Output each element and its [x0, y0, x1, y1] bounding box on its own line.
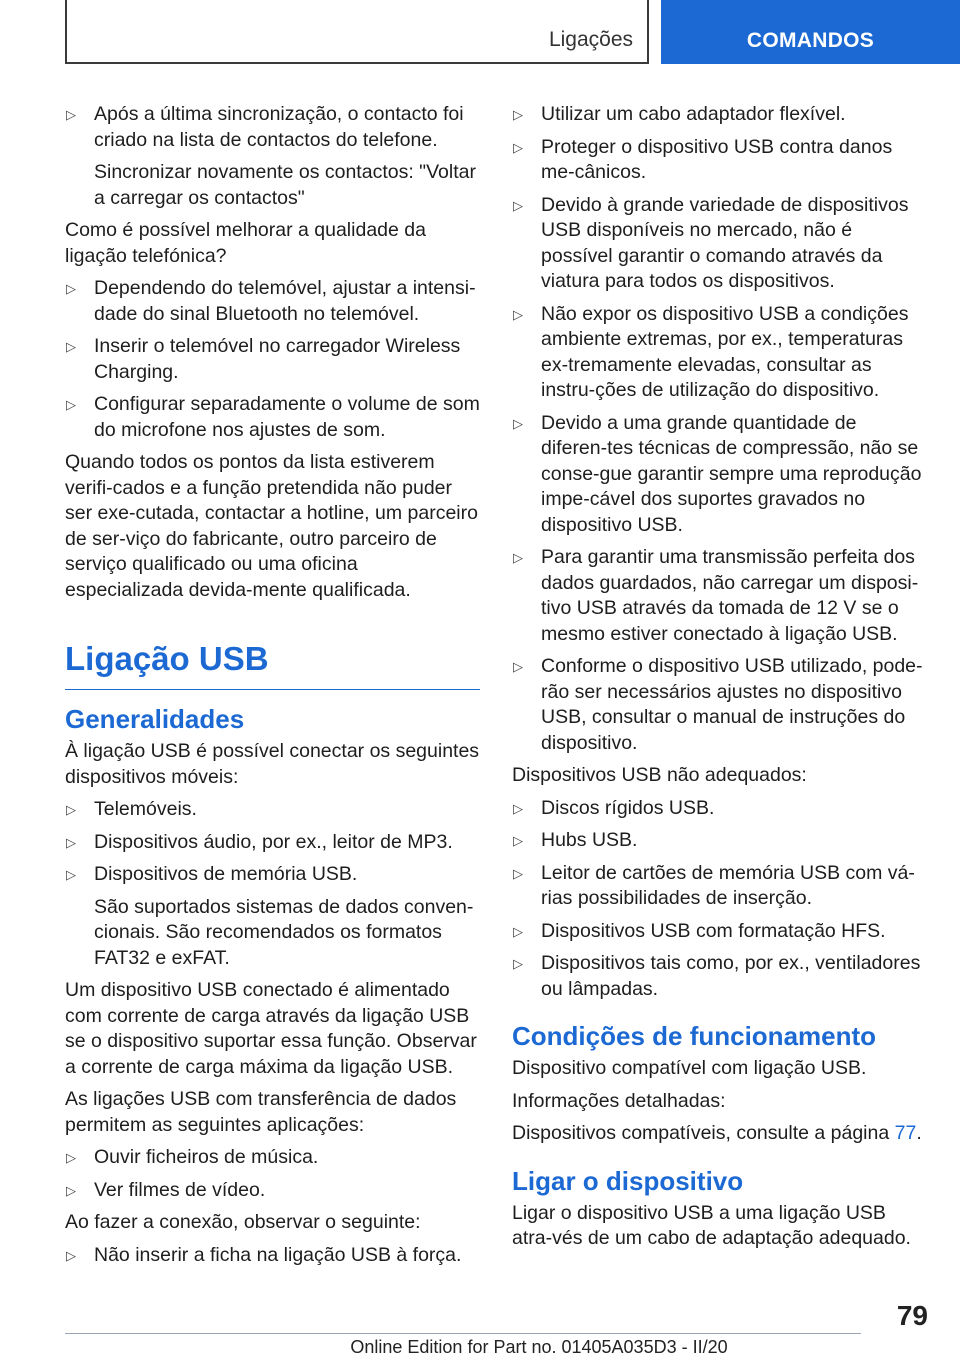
- page-number: 79: [896, 1300, 928, 1331]
- paragraph: Como é possível melhorar a qualidade da ligação telefónica?: [65, 219, 426, 267]
- bullet-triangle-icon: ▷: [513, 800, 523, 816]
- subsection-heading: Generalidades: [65, 704, 245, 734]
- paragraph-with-link: Dispositivos compatíveis, consulte a página 77.: [512, 1122, 922, 1144]
- paragraph: Quando todos os pontos da lista estiverem verifi-cados e a função pretendida não puder ser exe-cutada, contactar a hotline, um parceiro de ser-viço do fabricante, outro parceiro de serviço qualificado ou uma oficina especializada devida-mente qualificada.: [65, 451, 478, 601]
- bullet-triangle-icon: ▷: [66, 1247, 76, 1263]
- paragraph: Dispositivo compatível com ligação USB.: [512, 1057, 867, 1079]
- footer-divider: [65, 1333, 861, 1334]
- paragraph: Ao fazer a conexão, observar o seguinte:: [65, 1211, 421, 1233]
- chapter-tab[interactable]: COMANDOS: [661, 0, 960, 64]
- list-item: ▷ Dispositivos USB com formatação HFS.: [512, 919, 926, 945]
- list-item: ▷ Conforme o dispositivo USB utilizado, pode-rão ser necessários ajustes no dispositivo USB, consultar o manual de instruções do dispositivo.: [513, 655, 923, 754]
- bullet-triangle-icon: ▷: [66, 834, 76, 850]
- bullet-triangle-icon: ▷: [513, 923, 523, 939]
- list-item: ▷ Para garantir uma transmissão perfeita dos dados guardados, não carregar um disposi-tivo USB através da tomada de 12 V se o mesmo estiver conectado à ligação USB.: [513, 546, 919, 645]
- bullet-triangle-icon: ▷: [66, 107, 76, 122]
- list-item: ▷ Não expor os dispositivo USB a condições ambiente extremas, por ex., temperaturas ex-tremamente elevadas, consultar as instru-ções de utilização do dispositivo.: [513, 302, 909, 401]
- section-heading: Ligação USB: [65, 639, 480, 690]
- bullet-triangle-icon: ▷: [513, 197, 523, 213]
- bullet-triangle-icon: ▷: [513, 833, 523, 848]
- list-item: ▷ Leitor de cartões de memória USB com vá-rias possibilidades de inserção.: [513, 861, 915, 909]
- right-column: [512, 102, 926, 1259]
- paragraph: As ligações USB com transferência de dados permitem as seguintes aplicações:: [65, 1088, 457, 1136]
- list-item-note: São suportados sistemas de dados conven-cionais. São recomendados os formatos FAT32 e exFAT.: [94, 895, 474, 969]
- bullet-triangle-icon: ▷: [66, 397, 76, 412]
- bullet-triangle-icon: ▷: [513, 306, 523, 322]
- bullet-triangle-icon: ▷: [66, 281, 76, 296]
- paragraph: À ligação USB é possível conectar os seguintes dispositivos móveis:: [65, 740, 480, 788]
- bullet-triangle-icon: ▷: [513, 415, 523, 431]
- bullet-triangle-icon: ▷: [513, 139, 523, 155]
- list-item: ▷ Utilizar um cabo adaptador flexível.: [512, 102, 926, 128]
- header-section-title: Ligações: [548, 28, 633, 51]
- left-column: [65, 102, 480, 1275]
- subsection-heading: Ligar o dispositivo: [512, 1165, 744, 1196]
- list-item: ▷ Não inserir a ficha na ligação USB à força.: [65, 1243, 480, 1269]
- footer-edition: Online Edition for Part no. 01405A035D3 - II/20: [350, 1337, 728, 1357]
- list-item: ▷ Inserir o telemóvel no carregador Wireless Charging.: [66, 335, 461, 383]
- bullet-triangle-icon: ▷: [66, 339, 76, 354]
- header-box: [65, 0, 649, 64]
- paragraph: Ligar o dispositivo USB a uma ligação USB atra-vés de um cabo de adaptação adequado.: [512, 1201, 911, 1249]
- bullet-triangle-icon: ▷: [513, 956, 523, 971]
- list-item: ▷ Ouvir ficheiros de música.: [65, 1145, 480, 1171]
- bullet-triangle-icon: ▷: [66, 802, 76, 817]
- bullet-triangle-icon: ▷: [513, 107, 523, 122]
- list-item-note: Sincronizar novamente os contactos: "Voltar a carregar os contactos": [94, 161, 476, 209]
- list-item: ▷ Telemóveis.: [65, 797, 480, 823]
- list-item: ▷ Dispositivos tais como, por ex., ventiladores ou lâmpadas.: [513, 952, 921, 1000]
- subsection-heading: Condições de funcionamento: [512, 1021, 877, 1051]
- bullet-triangle-icon: ▷: [66, 1150, 76, 1165]
- list-item: ▷ Dispositivos de memória USB.: [65, 862, 480, 888]
- paragraph: Dispositivos USB não adequados:: [512, 764, 807, 786]
- paragraph: Informações detalhadas:: [512, 1089, 726, 1112]
- page-link[interactable]: 77: [894, 1122, 917, 1144]
- list-item: ▷ Proteger o dispositivo USB contra danos me-cânicos.: [513, 135, 893, 183]
- list-item: ▷ Dispositivos áudio, por ex., leitor de MP3.: [65, 830, 480, 856]
- paragraph: Um dispositivo USB conectado é alimentado com corrente de carga através da ligação USB se o dispositivo suportar essa função. Observar a corrente de carga máxima da ligação USB.: [65, 979, 477, 1078]
- bullet-triangle-icon: ▷: [66, 1182, 76, 1198]
- list-item: ▷ Devido a uma grande quantidade de diferen-tes técnicas de compressão, não se conse-gue garantir sempre uma reprodução impe-cável dos suportes gravados no dispositivo USB.: [513, 411, 922, 536]
- list-item: ▷ Ver filmes de vídeo.: [65, 1178, 480, 1204]
- bullet-triangle-icon: ▷: [513, 659, 523, 674]
- list-item: ▷ Hubs USB.: [512, 828, 926, 854]
- list-item: ▷ Dependendo do telemóvel, ajustar a intensi-dade do sinal Bluetooth no telemóvel.: [66, 277, 476, 325]
- list-item: ▷ Discos rígidos USB.: [512, 796, 926, 822]
- bullet-triangle-icon: ▷: [513, 865, 523, 881]
- list-item: ▷ Configurar separadamente o volume de som do microfone nos ajustes de som.: [66, 393, 480, 441]
- bullet-triangle-icon: ▷: [513, 550, 523, 565]
- list-item: ▷ Devido à grande variedade de dispositivos USB disponíveis no mercado, não é possível garantir o comando através da viatura para todos os dispositivos.: [513, 193, 909, 292]
- list-item: ▷ Após a última sincronização, o contacto foi criado na lista de contactos do telefone.: [66, 103, 464, 151]
- bullet-triangle-icon: ▷: [66, 867, 76, 882]
